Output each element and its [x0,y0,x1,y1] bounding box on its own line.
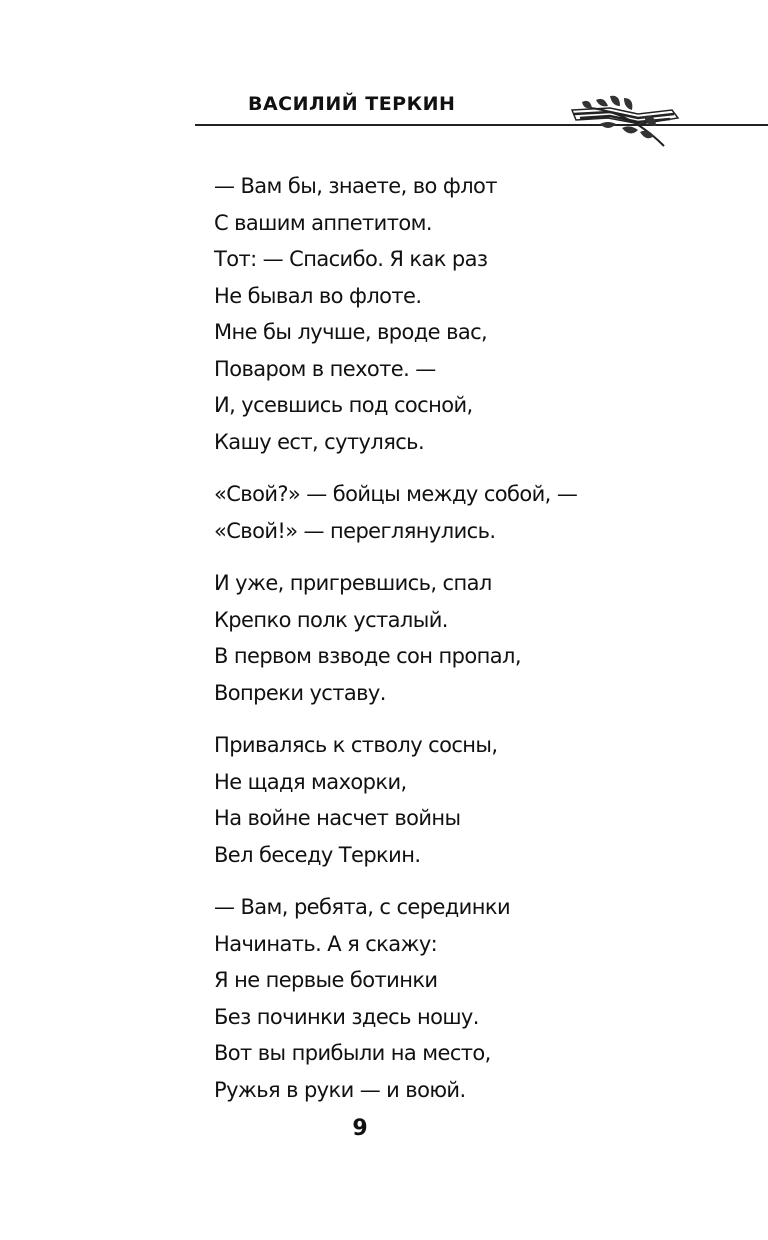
running-title: ВАСИЛИЙ ТЕРКИН [248,93,456,115]
poem-line: Не щадя махорки, [214,769,407,794]
stanza [214,476,714,549]
stanza [214,565,714,711]
poem-line: «Свой!» — переглянулись. [214,518,496,543]
laurel-ribbon-icon [560,88,688,152]
poem-line: Тот: — Спасибо. Я как раз [214,247,488,271]
stanza [214,168,714,460]
poem-line: Я не первые ботинки [214,968,438,992]
poem-line: — Вам бы, знаете, во флот [214,174,497,198]
poem-line: И уже, пригревшись, спал [214,571,492,595]
poem-line: На войне насчет войны [214,806,461,830]
poem-line: Вел беседу Теркин. [214,842,421,867]
poem-line: Крепко полк усталый. [214,607,448,632]
poem-line: Ружья в руки — и воюй. [214,1077,466,1102]
poem-line: И, усевшись под сосной, [214,393,473,417]
poem-line: Мне бы лучше, вроде вас, [214,320,488,344]
poem-line: Вот вы прибыли на место, [214,1041,491,1065]
poem-line: Без починки здесь ношу. [214,1004,479,1029]
poem-line: С вашим аппетитом. [214,210,432,235]
poem-line: — Вам, ребята, с серединки [214,895,510,919]
poem-line: Вопреки уставу. [214,680,386,705]
page-number: 9 [352,1116,368,1141]
poem-line: Кашу ест, сутулясь. [214,429,425,454]
poem-line: Начинать. А я скажу: [214,931,438,956]
poem-line: «Свой?» — бойцы между собой, — [214,482,578,506]
stanza [214,727,714,873]
poem-body [214,168,714,1108]
stanza [214,889,714,1108]
poem-line: Поваром в пехоте. — [214,356,436,381]
poem-line: Не бывал во флоте. [214,283,422,308]
poem-line: В первом взводе сон пропал, [214,644,521,668]
poem-line: Привалясь к стволу сосны, [214,733,498,757]
